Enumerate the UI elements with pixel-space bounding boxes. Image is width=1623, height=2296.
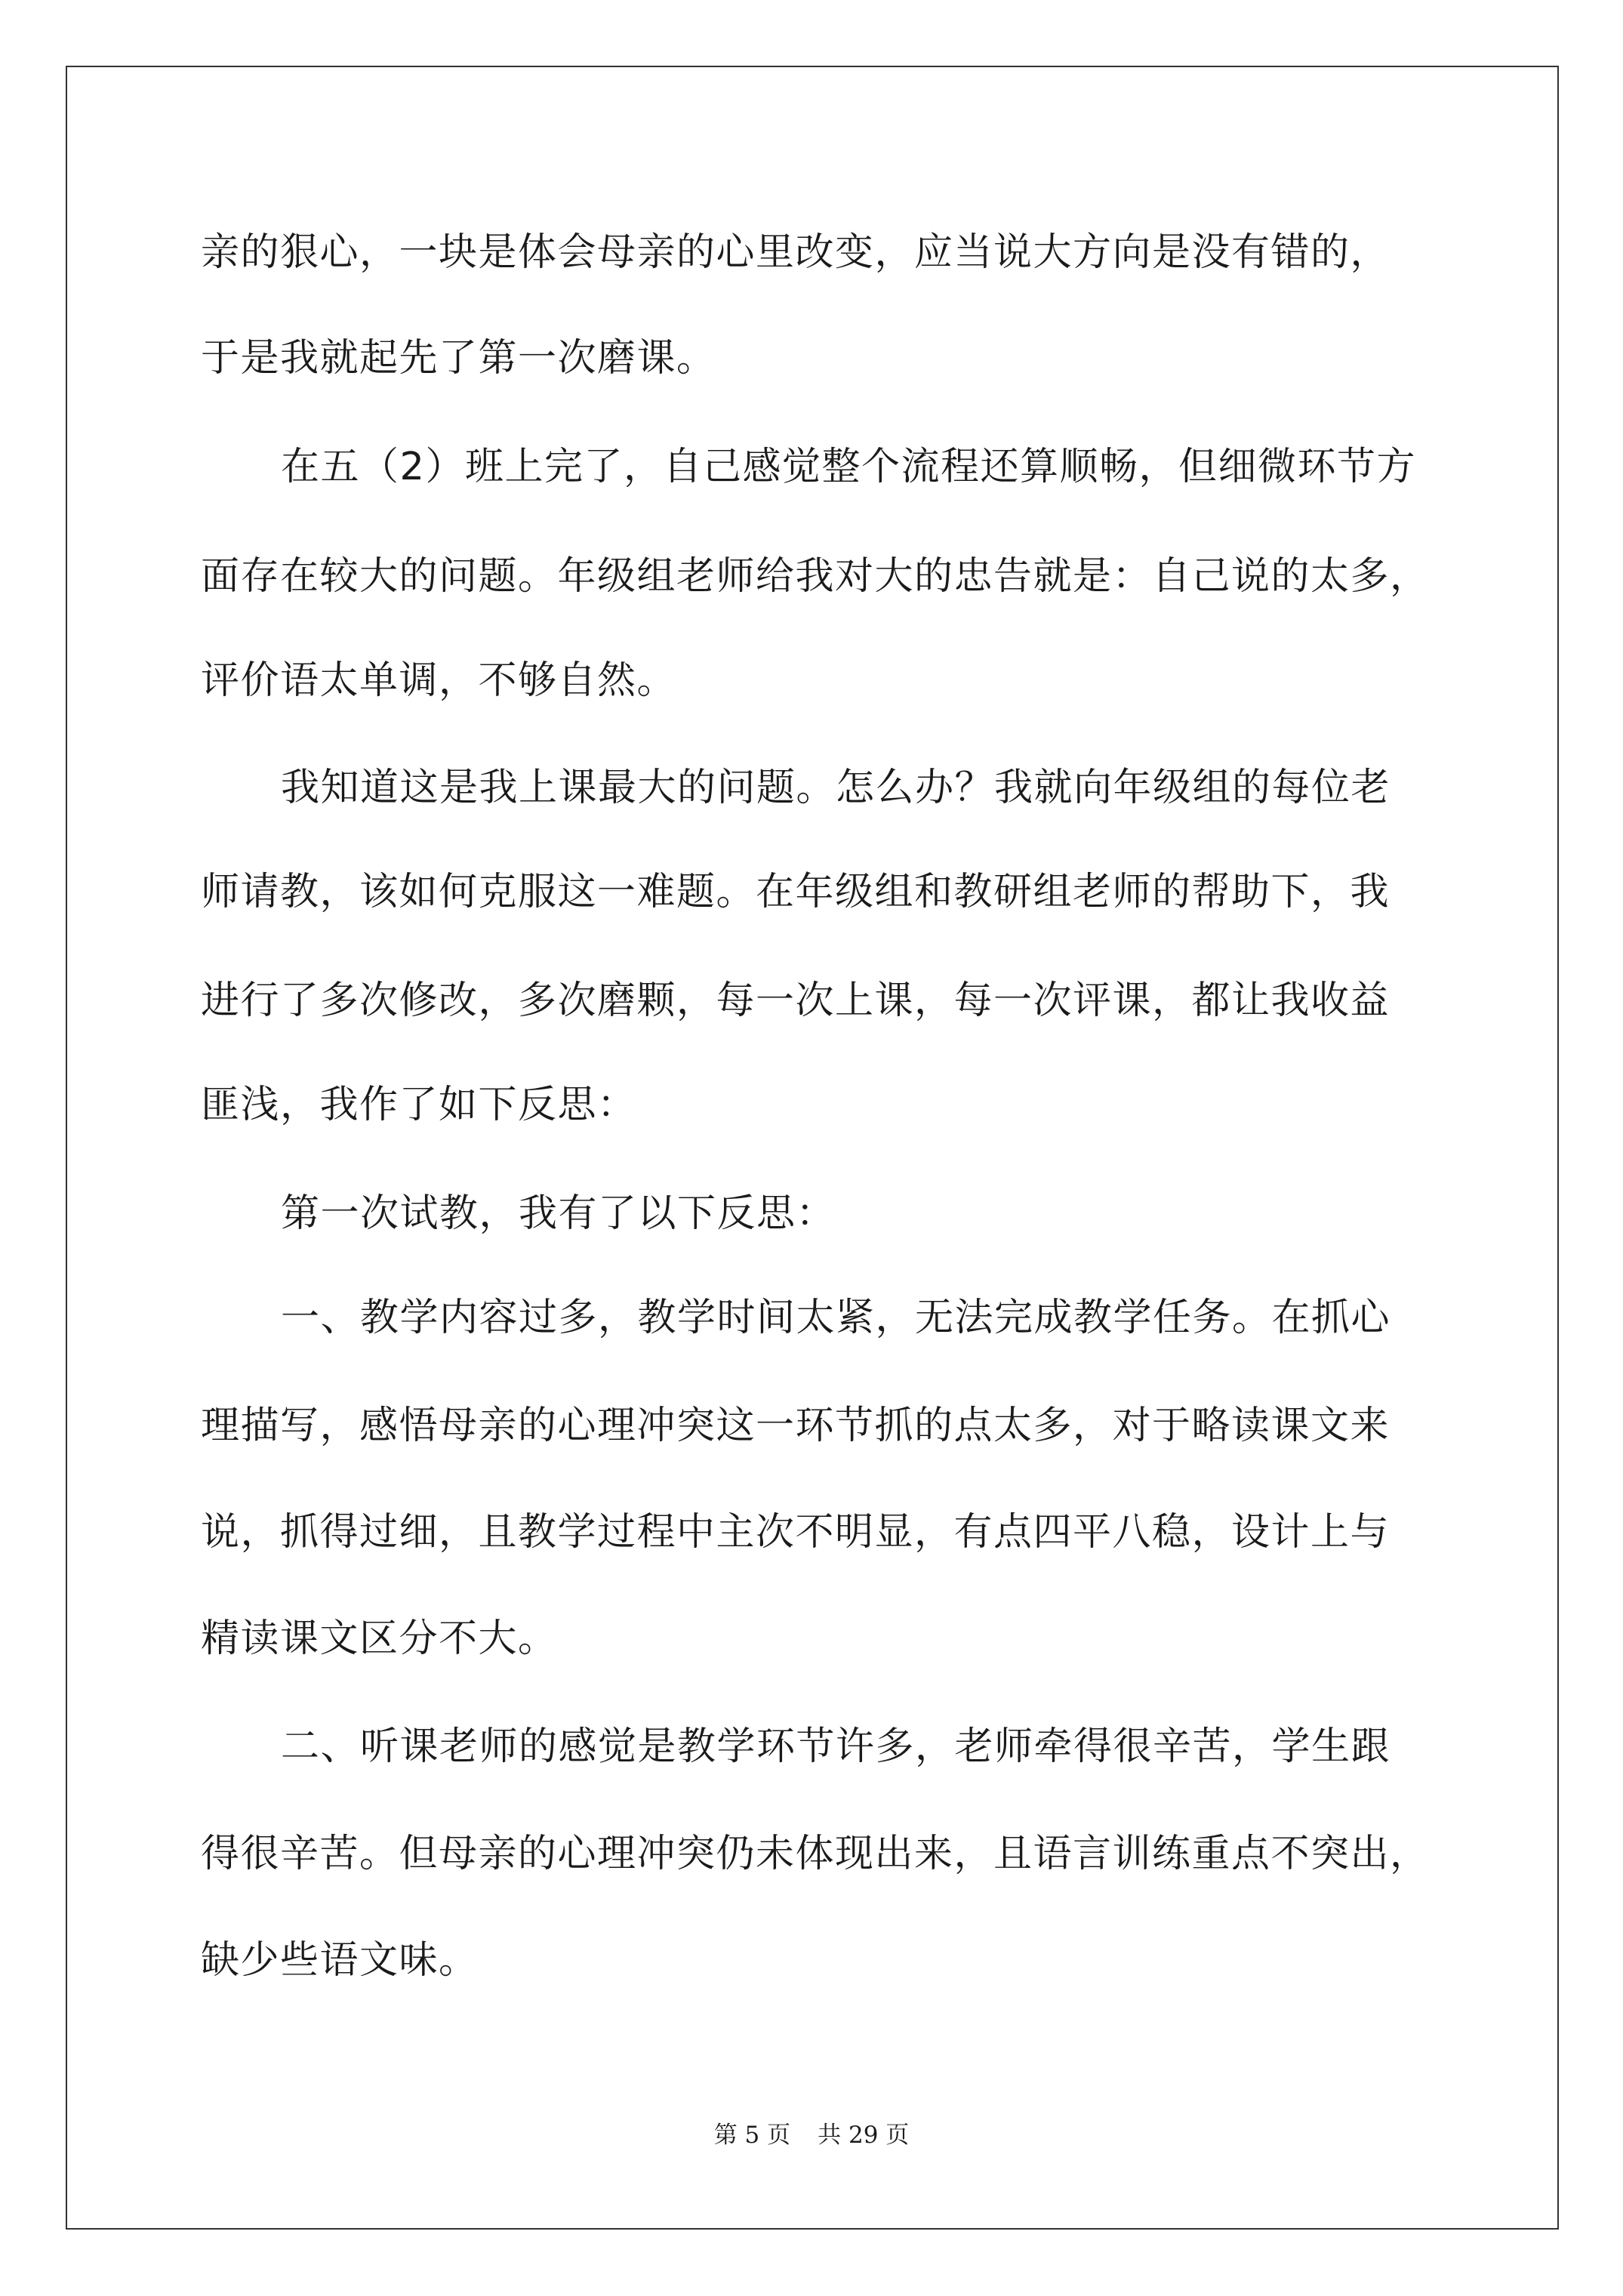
text-line: 于是我就起先了第一次磨课。 xyxy=(201,336,716,381)
paragraph-first-line: 一、教学内容过多，教学时间太紧，无法完成教学任务。在抓心 xyxy=(281,1296,1391,1340)
paragraph-first-line: 二、听课老师的感觉是教学环节许多，老师牵得很辛苦，学生跟 xyxy=(281,1724,1391,1769)
page-footer xyxy=(0,2120,1623,2150)
text-line: 得很辛苦。但母亲的心理冲突仍未体现出来，且语言训练重点不突出， xyxy=(201,1832,1430,1876)
text-line: 匪浅，我作了如下反思： xyxy=(201,1083,637,1127)
text-line: 理描写，感悟母亲的心理冲突这一环节抓的点太多，对于略读课文来 xyxy=(201,1404,1390,1448)
text-line: 面存在较大的问题。年级组老师给我对大的忠告就是：自己说的太多， xyxy=(201,554,1430,599)
text-line: 缺少些语文味。 xyxy=(201,1938,479,1983)
paragraph-first-line: 第一次试教，我有了以下反思： xyxy=(281,1191,836,1236)
text-line: 评价语太单调，不够自然。 xyxy=(201,658,677,703)
paragraph-first-line: 在五（2）班上完了，自己感觉整个流程还算顺畅，但细微环节方 xyxy=(281,445,1416,489)
text-line: 精读课文区分不大。 xyxy=(201,1616,558,1661)
text-line: 亲的狠心，一块是体会母亲的心里改变，应当说大方向是没有错的， xyxy=(201,230,1390,275)
page-border xyxy=(66,66,1559,2230)
text-line: 进行了多次修改，多次磨颗，每一次上课，每一次评课，都让我收益 xyxy=(201,978,1390,1023)
page-number: 第 5 页 xyxy=(713,2122,791,2149)
page-total: 共 29 页 xyxy=(818,2122,910,2149)
text-line: 说，抓得过细，且教学过程中主次不明显，有点四平八稳，设计上与 xyxy=(201,1510,1390,1555)
text-line: 师请教，该如何克服这一难题。在年级组和教研组老师的帮助下，我 xyxy=(201,870,1390,914)
paragraph-first-line: 我知道这是我上课最大的问题。怎么办？我就向年级组的每位老 xyxy=(281,766,1391,810)
